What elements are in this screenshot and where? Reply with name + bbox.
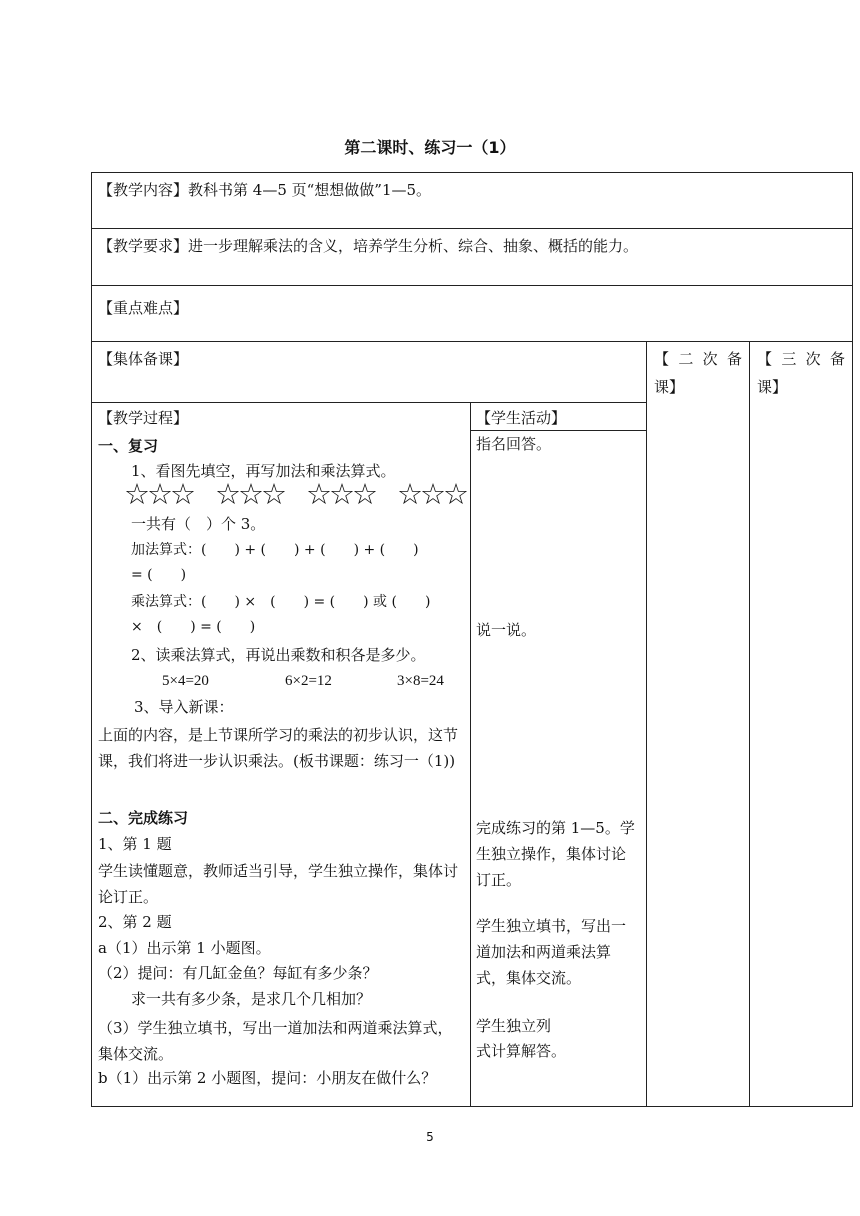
review-question-1: 1、看图先填空，再写加法和乘法算式。 xyxy=(131,462,396,480)
row-divider xyxy=(470,430,647,431)
star-group: ☆☆☆ xyxy=(124,477,193,511)
row-divider xyxy=(91,285,853,286)
exercise-2-b1: b（1）出示第 2 小题图，提问：小朋友在做什么？ xyxy=(98,1069,437,1087)
review-question-3: 3、导入新课： xyxy=(134,698,234,716)
key-points-row: 【重点难点】 xyxy=(98,299,189,317)
equation: 3×8=24 xyxy=(397,673,444,689)
page-title: 第二课时、练习一（1） xyxy=(344,138,516,157)
addition-formula-line2: = ( ) xyxy=(131,567,187,583)
row-divider xyxy=(91,341,853,342)
exercise-2-a2: （2）提问：有几缸金鱼？每缸有多少条？ xyxy=(98,964,378,982)
activity-solve-line2: 式计算解答。 xyxy=(476,1042,567,1060)
second-prep-header-line2: 课】 xyxy=(654,378,685,396)
review-question-2: 2、读乘法算式，再说出乘数和积各是多少。 xyxy=(131,646,426,664)
section-practice-heading: 二、完成练习 xyxy=(98,809,189,827)
third-prep-header-line1: 【 三 次 备 xyxy=(757,350,845,368)
exercise-1-description: 学生读懂题意，教师适当引导，学生独立操作，集体讨论订正。 xyxy=(98,862,459,906)
multiplication-formula-line1: 乘法算式：( ) × ( ) = ( ) 或 ( ) xyxy=(131,594,431,610)
activity-answer: 指名回答。 xyxy=(476,435,552,453)
section-review-heading: 一、复习 xyxy=(98,437,159,455)
teaching-content-row: 【教学内容】教科书第 4—5 页“想想做做”1—5。 xyxy=(98,181,432,199)
activity-practice: 完成练习的第 1—5。学生独立操作，集体讨论订正。 xyxy=(476,819,635,889)
activity-discuss: 说一说。 xyxy=(476,621,537,639)
column-divider xyxy=(749,341,750,1107)
equation: 6×2=12 xyxy=(285,673,332,689)
second-prep-header-line1: 【 二 次 备 xyxy=(654,350,742,368)
teaching-process-header: 【教学过程】 xyxy=(98,409,189,427)
row-divider xyxy=(91,228,853,229)
activity-solve-line1: 学生独立列 xyxy=(476,1017,552,1035)
activity-fill-book: 学生独立填书，写出一道加法和两道乘法算式，集体交流。 xyxy=(476,917,627,987)
exercise-1-label: 1、第 1 题 xyxy=(98,835,172,853)
exercise-2-a1: a（1）出示第 1 小题图。 xyxy=(98,939,271,957)
new-lesson-intro: 上面的内容，是上节课所学习的乘法的初步认识，这节课，我们将进一步认识乘法。(板书课题：练习一（1)) xyxy=(98,726,459,770)
row-divider xyxy=(91,402,647,403)
column-divider xyxy=(646,341,647,1107)
exercise-2-a2-followup: 求一共有多少条，是求几个几相加？ xyxy=(131,990,372,1008)
total-count-blank: 一共有（ ）个 3。 xyxy=(131,515,266,533)
student-activity-header: 【学生活动】 xyxy=(476,409,567,427)
star-group: ☆☆☆ xyxy=(397,477,466,511)
addition-formula-line1: 加法算式：( ) + ( ) + ( ) + ( ) xyxy=(131,542,419,558)
star-groups xyxy=(124,478,488,510)
table-border-bottom xyxy=(91,1106,853,1107)
group-prep-header: 【集体备课】 xyxy=(98,350,189,368)
third-prep-header-line2: 课】 xyxy=(757,378,788,396)
page-number: 5 xyxy=(426,1130,434,1144)
star-group: ☆☆☆ xyxy=(306,477,375,511)
multiplication-formula-line2: × ( ) = ( ) xyxy=(131,619,256,635)
table-border-right xyxy=(852,172,853,1107)
exercise-2-label: 2、第 2 题 xyxy=(98,913,172,931)
exercise-2-a3: （3）学生独立填书，写出一道加法和两道乘法算式，集体交流。 xyxy=(98,1019,453,1063)
table-border-top xyxy=(91,172,853,173)
star-group: ☆☆☆ xyxy=(215,477,284,511)
table-border-left xyxy=(91,172,92,1107)
teaching-requirement-row: 【教学要求】进一步理解乘法的含义，培养学生分析、综合、抽象、概括的能力。 xyxy=(98,237,639,255)
equation: 5×4=20 xyxy=(162,673,209,689)
